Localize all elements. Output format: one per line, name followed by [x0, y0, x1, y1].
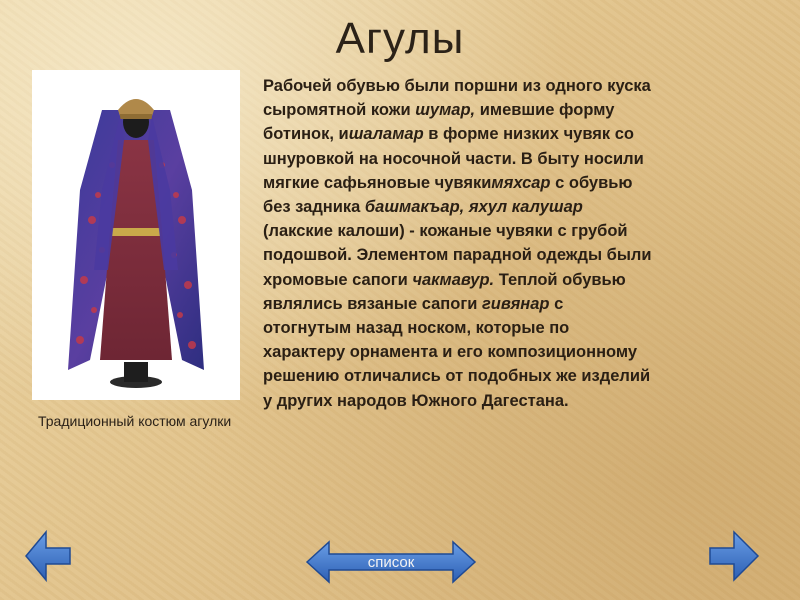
term-italic: мяхсар: [491, 173, 551, 192]
term-italic: чакмавур.: [412, 270, 495, 289]
next-button[interactable]: [708, 528, 760, 584]
list-button[interactable]: [305, 540, 477, 584]
slide-title: Агулы: [335, 14, 465, 63]
text-run: в форме низких чувяк со шнуровкой на носочной части. В быту носили мягкие сафьяновые чувяки: [263, 125, 644, 192]
text-run: Теплой обувью являлись вязаные сапоги: [263, 270, 626, 313]
body-text: [263, 74, 653, 413]
term-italic: шаламар: [348, 125, 424, 144]
arrow-left-icon: [24, 528, 72, 584]
costume-photo: [32, 70, 240, 400]
text-run: с отогнутым назад носком, которые по характеру орнамента и его композиционному решению отличались от подобных же изделий у других народов Южного Дагестана.: [263, 294, 651, 410]
term-italic: шумар,: [415, 101, 476, 120]
list-button-label: список: [367, 554, 415, 571]
term-italic: гивянар: [481, 294, 550, 313]
costume-illustration: [32, 70, 240, 400]
prev-button[interactable]: [24, 528, 72, 584]
text-run: (лакские калоши) - кожаные чувяки с грубой подошвой. Элементом парадной одежды были хромовые сапоги: [263, 222, 652, 289]
term-italic: башмакъар, яхул калушар: [364, 198, 583, 217]
text-run: Рабочей обувью были поршни из одного куска сыромятной кожи: [263, 77, 651, 120]
arrow-right-icon: [708, 528, 760, 584]
text-run: имевшие форму ботинок, и: [263, 101, 615, 144]
photo-caption: Традиционный костюм агулки: [38, 413, 232, 429]
text-run: с обувью без задника: [263, 173, 633, 217]
